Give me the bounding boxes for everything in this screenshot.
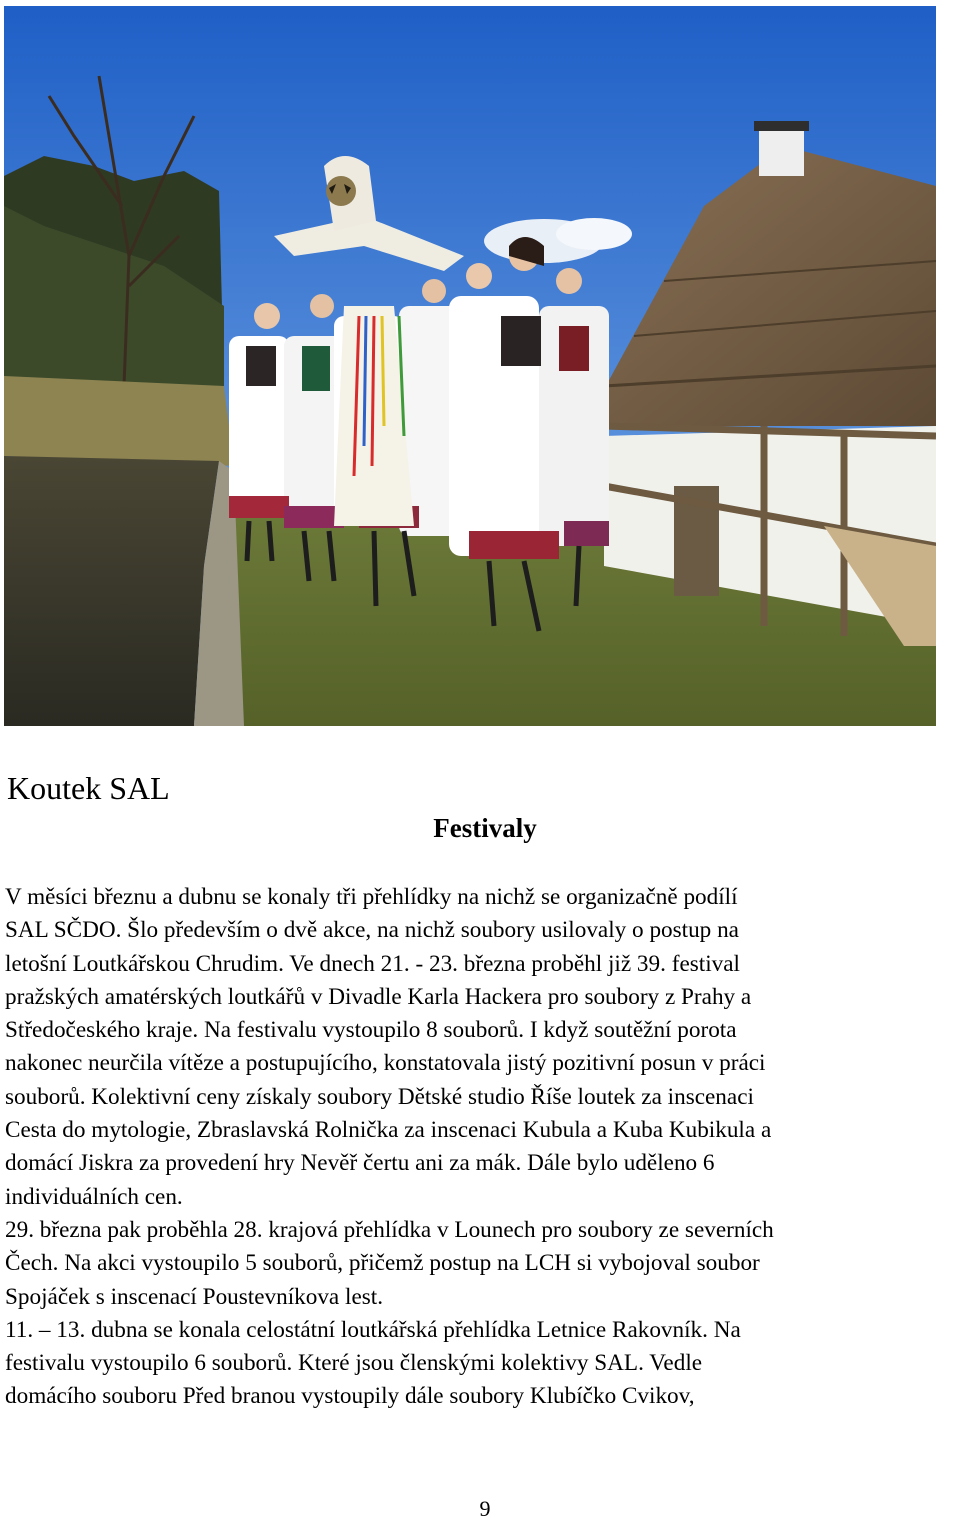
festival-photo <box>4 6 936 726</box>
body-line: souborů. Kolektivní ceny získaly soubory Dětské studio Říše loutek za inscenaci <box>5 1083 754 1110</box>
article-body <box>5 881 957 1414</box>
body-line: SAL SČDO. Šlo především o dvě akce, na nichž soubory usilovaly o postup na <box>5 917 739 944</box>
body-line: Středočeského kraje. Na festivalu vystoupilo 8 souborů. I když soutěžní porota <box>5 1017 737 1044</box>
section-title: Koutek SAL <box>7 770 170 806</box>
page-number: 9 <box>479 1496 491 1521</box>
body-line: V měsíci březnu a dubnu se konaly tři přehlídky na nichž se organizačně podílí <box>5 884 738 910</box>
body-line: domácí Jiskra za provedení hry Nevěř čertu ani za mák. Dále bylo uděleno 6 <box>5 1150 715 1177</box>
body-line: festivalu vystoupilo 6 souborů. Které jsou členskými kolektivy SAL. Vedle <box>5 1350 703 1377</box>
body-line: nakonec neurčila vítěze a postupujícího, konstatovala jistý pozitivní posun v práci <box>5 1050 766 1077</box>
body-line: 29. března pak proběhla 28. krajová přehlídka v Lounech pro soubory ze severních <box>5 1216 774 1243</box>
article-title: Festivaly <box>433 813 537 843</box>
body-line: individuálních cen. <box>5 1183 183 1210</box>
body-line: Spojáček s inscenací Poustevníkova lest. <box>5 1283 384 1310</box>
body-line: pražských amatérských loutkářů v Divadle Karla Hackera pro soubory z Prahy a <box>5 983 752 1010</box>
body-line: 11. – 13. dubna se konala celostátní loutkářská přehlídka Letnice Rakovník. Na <box>5 1316 741 1343</box>
body-line: letošní Loutkářskou Chrudim. Ve dnech 21. - 23. března proběhl již 39. festival <box>5 950 740 977</box>
body-line: domácího souboru Před branou vystoupily dále soubory Klubíčko Cvikov, <box>5 1383 695 1410</box>
body-line: Čech. Na akci vystoupilo 5 souborů, přičemž postup na LCH si vybojoval soubor <box>5 1250 760 1277</box>
body-line: Cesta do mytologie, Zbraslavská Rolnička za inscenaci Kubula a Kuba Kubikula a <box>5 1117 772 1144</box>
